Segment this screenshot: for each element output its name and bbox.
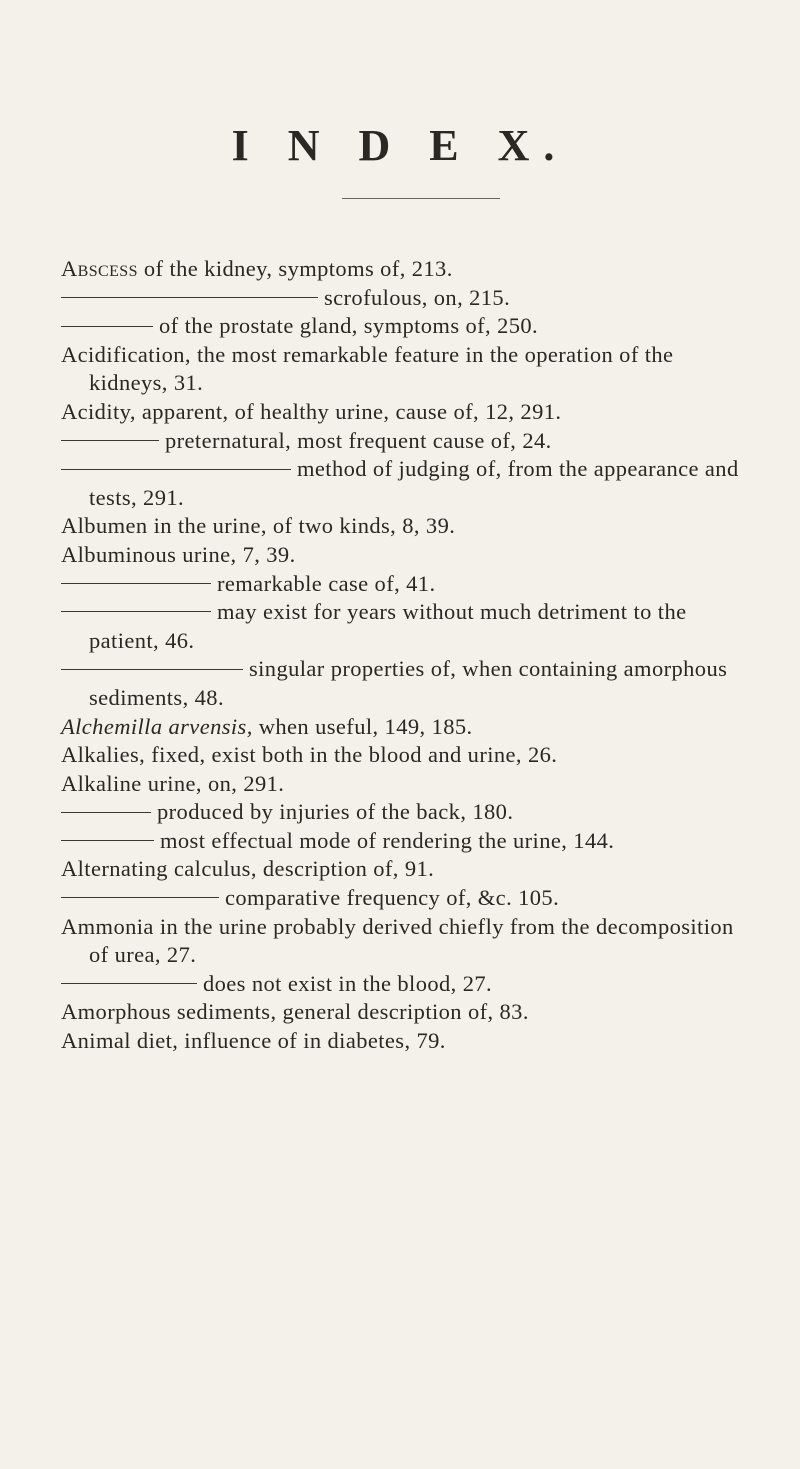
index-entry xyxy=(61,598,751,655)
entry-text: preternatural, most frequent cause of, 24. xyxy=(165,427,552,453)
entry-text: of the kidney, symptoms of, 213. xyxy=(137,256,453,281)
dash-rule xyxy=(61,326,153,327)
index-entry xyxy=(61,570,751,599)
dash-rule xyxy=(61,583,211,584)
dash-rule xyxy=(61,611,211,612)
index-entry xyxy=(61,713,751,742)
entry-text: Acidification, the most remarkable feature in the operation of the kidneys, 31. xyxy=(61,341,674,396)
entry-headword: Abscess xyxy=(61,256,138,281)
index-entry xyxy=(61,284,751,313)
dash-rule xyxy=(61,897,219,898)
dash-rule xyxy=(61,297,318,298)
index-entry xyxy=(61,884,751,913)
title-rule xyxy=(342,198,500,199)
page-title: I N D E X. xyxy=(231,121,569,170)
entry-text: comparative frequency of, &c. 105. xyxy=(225,885,560,911)
entry-text: Alkalies, fixed, exist both in the blood and urine, 26. xyxy=(61,742,558,768)
entry-text: of the prostate gland, symptoms of, 250. xyxy=(159,313,539,339)
index-entry xyxy=(61,341,751,398)
entry-text: Acidity, apparent, of healthy urine, cause of, 12, 291. xyxy=(61,398,562,424)
index-entry xyxy=(61,741,751,770)
dash-rule xyxy=(61,469,291,470)
entry-text: most effectual mode of rendering the urine, 144. xyxy=(160,827,615,853)
entry-text: remarkable case of, 41. xyxy=(217,570,436,596)
index-entry xyxy=(61,655,751,712)
index-entry xyxy=(61,770,751,799)
dash-rule xyxy=(61,812,151,813)
entry-text: Albuminous urine, 7, 39. xyxy=(61,541,296,567)
index-entry xyxy=(61,512,751,541)
entry-text: produced by injuries of the back, 180. xyxy=(157,799,514,825)
index-entry xyxy=(61,827,751,856)
index-entry xyxy=(61,312,751,341)
entry-text: may exist for years without much detriment to the patient, 46. xyxy=(89,599,687,653)
index-entry xyxy=(61,455,751,512)
entry-text: when useful, 149, 185. xyxy=(252,713,473,739)
index-entry xyxy=(61,1027,751,1056)
entry-text: scrofulous, on, 215. xyxy=(324,284,511,310)
index-entry xyxy=(61,427,751,456)
index-entry xyxy=(61,798,751,827)
index-entry xyxy=(61,855,751,884)
dash-rule xyxy=(61,440,159,441)
entry-text: Animal diet, influence of in diabetes, 79. xyxy=(61,1028,446,1054)
index-entry xyxy=(61,970,751,999)
index-entries xyxy=(61,255,751,1056)
entry-text: Ammonia in the urine probably derived chiefly from the decomposition of urea, 27. xyxy=(61,913,734,968)
entry-text: singular properties of, when containing amorphous sediments, 48. xyxy=(89,656,728,710)
index-entry xyxy=(61,398,751,427)
index-entry xyxy=(61,255,751,284)
entry-text: does not exist in the blood, 27. xyxy=(203,970,493,996)
entry-text: Alkaline urine, on, 291. xyxy=(61,770,285,796)
index-entry xyxy=(61,541,751,570)
dash-rule xyxy=(61,669,243,670)
dash-rule xyxy=(61,983,197,984)
entry-text: Albumen in the urine, of two kinds, 8, 39. xyxy=(61,513,456,539)
index-entry xyxy=(61,913,751,970)
entry-text: Alternating calculus, description of, 91. xyxy=(61,856,435,882)
entry-text: method of judging of, from the appearance and tests, 291. xyxy=(89,456,739,510)
entry-text: Amorphous sediments, general description of, 83. xyxy=(61,999,529,1025)
index-entry xyxy=(61,998,751,1027)
dash-rule xyxy=(61,840,154,841)
entry-italic-term: Alchemilla arvensis, xyxy=(61,713,253,739)
